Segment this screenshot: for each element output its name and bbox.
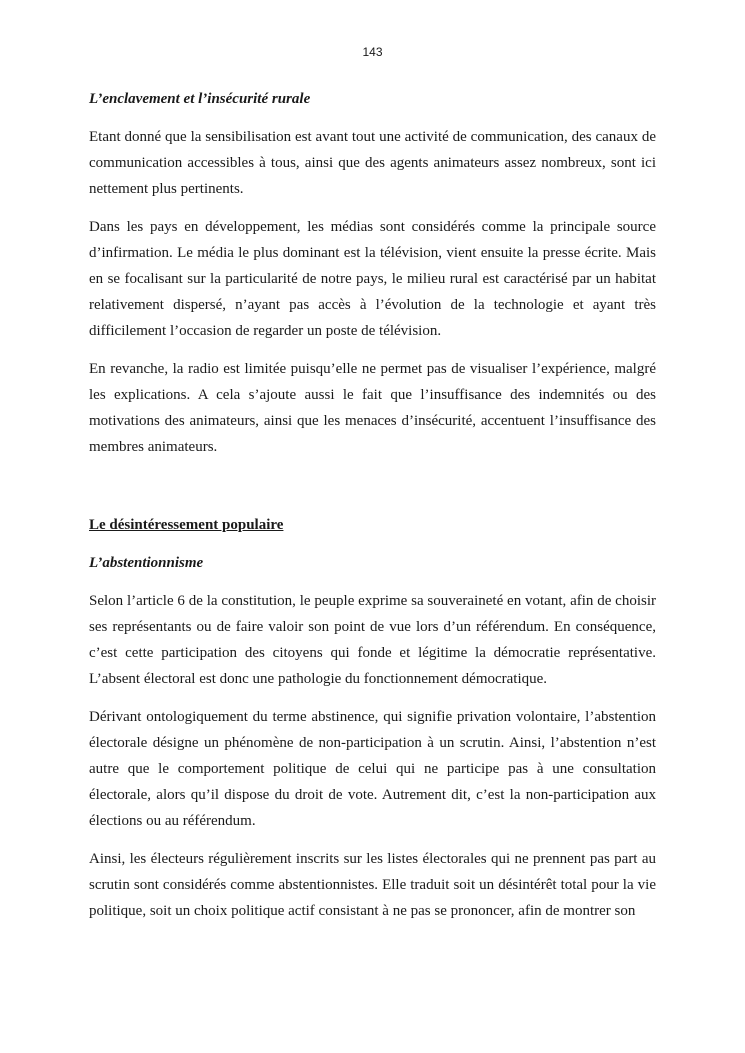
paragraph: Dérivant ontologiquement du terme abstinence, qui signifie privation volontaire, l’abstention électorale désigne un phénomène de non-participation à un scrutin. Ainsi, l’abstention n’est autre que le comportement politique de celui qui ne participe pas à une consultation électorale, alors qu’il dispose du droit de vote. Autrement dit, c’est la non-participation aux élections ou au référendum. <box>89 709 656 829</box>
subsection-heading-abstentionnisme: L’abstentionnisme <box>89 555 204 571</box>
page-number: 143 <box>362 45 383 59</box>
paragraph: En revanche, la radio est limitée puisqu’elle ne permet pas de visualiser l’expérience, malgré les explications. A cela s’ajoute aussi le fait que l’insuffisance des indemnités ou des motivations des animateurs, ainsi que les menaces d’insécurité, accentuent l’insuffisance des membres animateurs. <box>89 361 656 455</box>
section-spacer <box>89 472 656 512</box>
paragraph: Etant donné que la sensibilisation est avant tout une activité de communication, des canaux de communication accessibles à tous, ainsi que des agents animateurs assez nombreux, sont ici nettement plus pertinents. <box>89 129 656 197</box>
paragraph: Dans les pays en développement, les médias sont considérés comme la principale source d’infirmation. Le média le plus dominant est la télévision, vient ensuite la presse écrite. Mais en se focalisant sur la particularité de notre pays, le milieu rural est caractérisé par un habitat relativement dispersé, n’ayant pas accès à l’évolution de la technologie et ayant très difficilement l’occasion de regarder un poste de télévision. <box>89 219 656 339</box>
paragraph: Selon l’article 6 de la constitution, le peuple exprime sa souveraineté en votant, afin de choisir ses représentants ou de faire valoir son point de vue lors d’un référendum. En conséquence, c’est cette participation des citoyens qui fonde et légitime la démocratie représentative. L’absent électoral est donc une pathologie du fonctionnement démocratique. <box>89 593 656 687</box>
document-body <box>89 86 656 936</box>
section-heading-enclavement: L’enclavement et l’insécurité rurale <box>89 91 311 107</box>
paragraph: Ainsi, les électeurs régulièrement inscrits sur les listes électorales qui ne prennent pas part au scrutin sont considérés comme abstentionnistes. Elle traduit soit un désintérêt total pour la vie politique, soit un choix politique actif consistant à ne pas se prononcer, afin de montrer son <box>89 851 656 919</box>
section-heading-desinteressement: Le désintéressement populaire <box>89 517 284 533</box>
